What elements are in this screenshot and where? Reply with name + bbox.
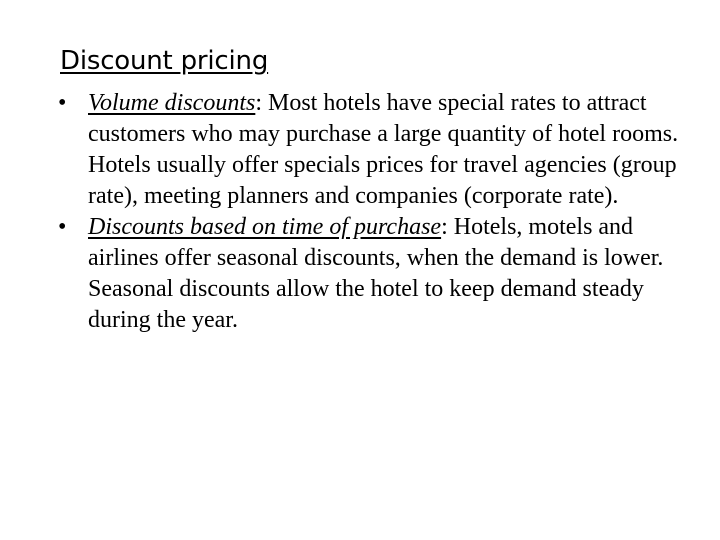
bullet-separator: : — [441, 214, 448, 240]
bullet-marker: • — [58, 214, 67, 240]
bullet-item-volume-discounts — [58, 88, 688, 212]
bullet-marker: • — [58, 90, 67, 116]
bullet-term: Discounts based on time of purchase — [88, 214, 442, 240]
bullet-text: Hotels, motels and airlines offer seasonal discounts, when the demand is lower. Seasonal discounts allow the hotel to keep demand steady during the year. — [88, 214, 664, 333]
bullet-item-time-discounts — [58, 212, 688, 336]
slide-title: Discount pricing — [60, 46, 269, 76]
bullet-separator: : — [255, 90, 262, 116]
bullet-list — [58, 88, 688, 336]
bullet-term: Volume discounts — [88, 90, 256, 116]
bullet-text: Most hotels have special rates to attract customers who may purchase a large quantity of hotel rooms. Hotels usually offer specials prices for travel agencies (group rate), meeting planners and companies (corporate rate). — [88, 90, 679, 209]
